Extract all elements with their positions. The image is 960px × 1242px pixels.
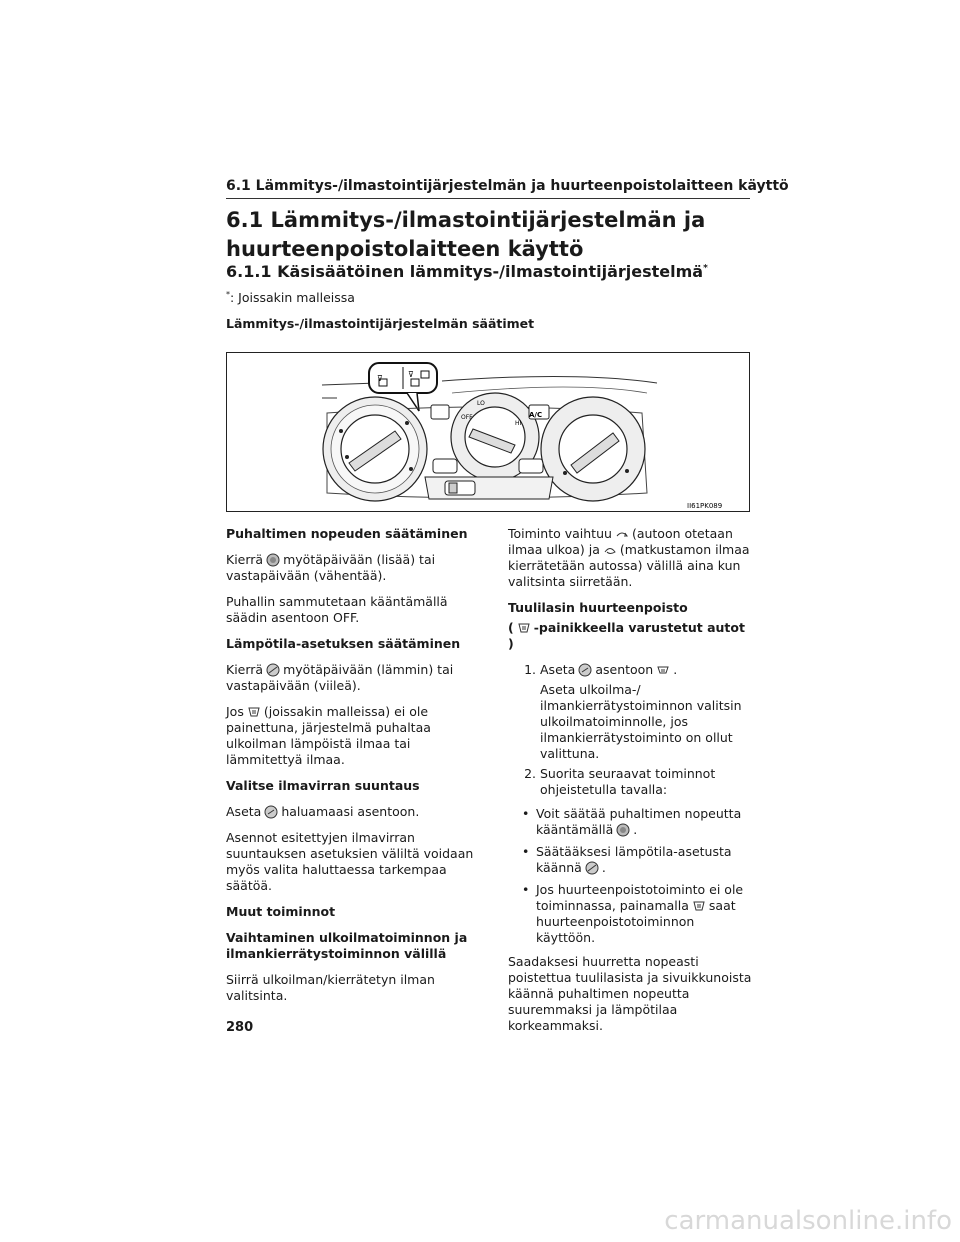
footnote: *: Joissakin malleissa [226, 290, 355, 306]
airflow-mode-dial [323, 397, 427, 501]
defroster-icon [247, 705, 261, 719]
svg-text:⊽: ⊽ [408, 370, 414, 379]
airflow-dial-icon [578, 663, 592, 677]
fan-dial-icon [616, 823, 630, 837]
switch-heading: Vaihtaminen ulkoilmatoiminnon ja ilmankierrätystoiminnon välillä [226, 930, 468, 961]
page-number: 280 [226, 1020, 254, 1035]
defog-bullets [508, 806, 752, 946]
defroster-button-icon [692, 899, 706, 913]
section-title: 6.1 Lämmitys-/ilmastointijärjestelmän ja huurteenpoistolaitteen käyttö [226, 208, 706, 261]
left-column [226, 526, 478, 1014]
dial-label-hi: HI [515, 420, 522, 427]
ac-button-label: A/C [529, 411, 543, 419]
final-paragraph: Saadaksesi huurretta nopeasti poistettua tuulilasista ja sivuikkunoista käännä puhaltimen nopeutta suuremmaksi ja lämpötilaa korkeammaksi. [508, 954, 752, 1033]
intake-lever [425, 477, 553, 499]
fan-paragraph-2: Puhallin sammutetaan kääntämällä säädin asentoon OFF. [226, 594, 448, 625]
defog-heading-1: Tuulilasin huurteenpoisto [508, 600, 688, 615]
temperature-dial-icon [266, 663, 280, 677]
outside-air-icon [615, 527, 629, 541]
temperature-dial-icon [585, 861, 599, 875]
defog-bullet-3: • Jos huurteenpoistotoiminto ei ole toiminnassa, painamalla saat huurteenpoistotoiminnon käyttöön. [536, 882, 752, 946]
defroster-button-icon [517, 621, 531, 635]
subsection-title: 6.1.1 Käsisäätöinen lämmitys-/ilmastointijärjestelmä* [226, 262, 708, 281]
other-heading: Muut toiminnot [226, 904, 336, 919]
temp-heading: Lämpötila-asetuksen säätäminen [226, 636, 461, 651]
watermark: carmanualsonline.info [664, 1206, 952, 1236]
fan-heading: Puhaltimen nopeuden säätäminen [226, 526, 468, 541]
dial-label-off: OFF [461, 414, 473, 421]
subsection-footnote-mark: * [703, 263, 708, 274]
defog-bullet-1: • Voit säätää puhaltimen nopeutta kääntämällä . [536, 806, 752, 838]
figure-caption: Lämmitys-/ilmastointijärjestelmän säätimet [226, 316, 535, 331]
running-header: 6.1 Lämmitys-/ilmastointijärjestelmän ja huurteenpoistolaitteen käyttö [226, 178, 789, 194]
windshield-defog-icon [656, 663, 670, 677]
fan-paragraph-1: Kierrä myötäpäivään (lisää) tai vastapäivään (vähentää). [226, 552, 436, 583]
fan-dial-icon [266, 553, 280, 567]
recirculation-icon [603, 543, 617, 557]
temp-paragraph-1: Kierrä myötäpäivään (lämmin) tai vastapäivään (viileä). [226, 662, 454, 693]
figure-code: II61PK089 [687, 502, 723, 510]
defog-heading-2: ( -painikkeella varustetut autot ) [508, 620, 745, 651]
switch-paragraph: Siirrä ulkoilman/kierrätetyn ilman valitsinta. [226, 972, 435, 1003]
dial-label-lo: LO [477, 400, 485, 407]
temp-paragraph-2: Jos (joissakin malleissa) ei ole painettuna, järjestelmä puhaltaa ulkoilman lämpöistä ilmaa tai lämmitettyä ilmaa. [226, 704, 431, 767]
control-panel-illustration [227, 353, 750, 512]
airflow-paragraph-1: Aseta haluamaasi asentoon. [226, 804, 420, 819]
right-column [508, 526, 752, 1044]
airflow-paragraph-2: Asennot esitettyjen ilmavirran suuntauksen asetuksien väliltä voidaan myös valita haluttaessa tarkempaa säätöä. [226, 830, 474, 893]
header-rule [226, 198, 750, 199]
airflow-dial-icon [264, 805, 278, 819]
temperature-dial [541, 397, 645, 501]
svg-text:⊽: ⊽ [377, 374, 383, 383]
defog-step-1: 1. Aseta asentoon . Aseta ulkoilma-/ ilmankierrätystoiminnon valitsin ulkoilmatoiminnolle, jos ilmankierrätystoiminto on ollut valittuna. [540, 662, 752, 762]
defog-bullet-2: • Säätääksesi lämpötila-asetusta käännä . [536, 844, 752, 876]
control-panel-figure [226, 352, 750, 512]
defog-steps [508, 662, 752, 798]
defog-step-1-note: Aseta ulkoilma-/ ilmankierrätystoiminnon valitsin ulkoilmatoiminnolle, jos ilmankierrätystoiminto on ollut valittuna. [540, 682, 742, 761]
mode-paragraph: Toiminto vaihtuu (autoon otetaan ilmaa ulkoa) ja (matkustamon ilmaa kierrätetään autossa) välillä aina kun valitsinta siirretään. [508, 526, 750, 589]
airflow-heading: Valitse ilmavirran suuntaus [226, 778, 420, 793]
defog-step-2: 2. Suorita seuraavat toiminnot ohjeistetulla tavalla: [540, 766, 752, 798]
